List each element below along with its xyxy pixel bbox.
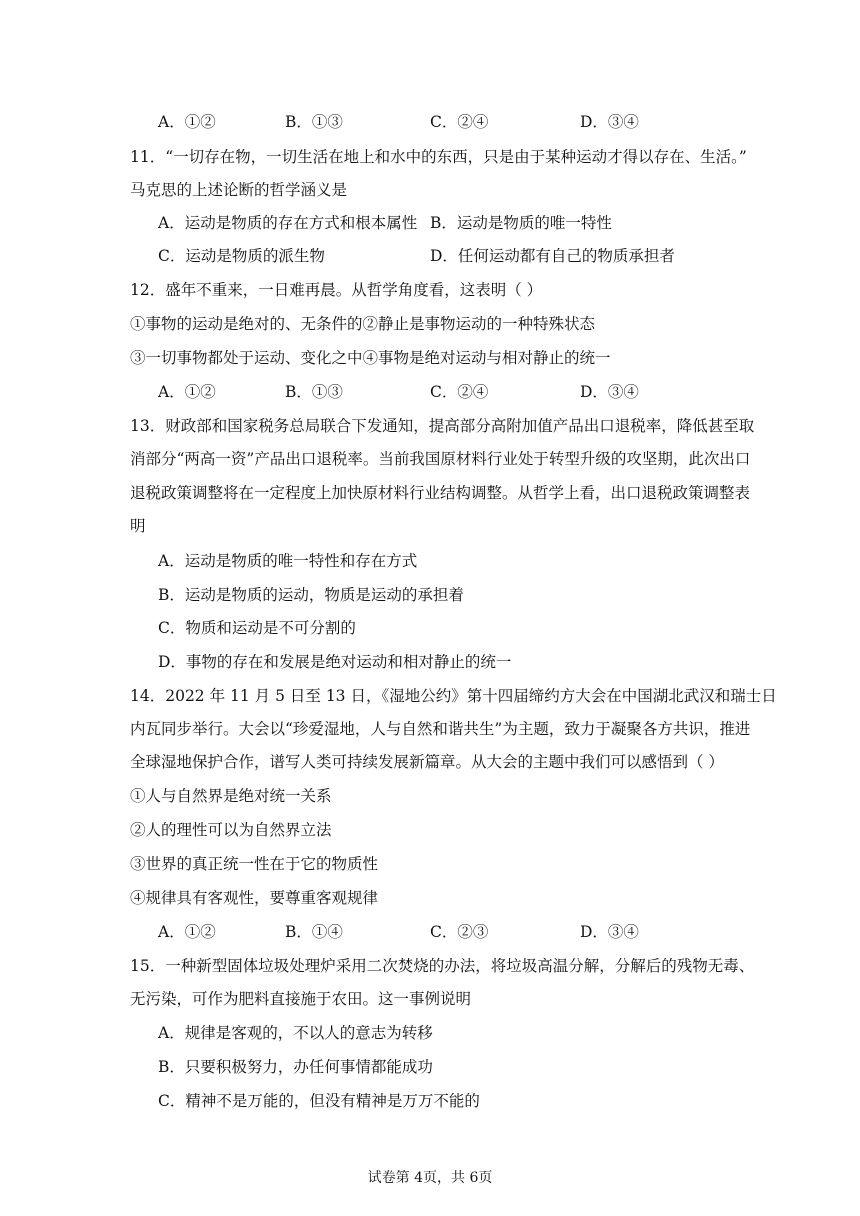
- page-footer: 试卷第 4页，共 6页: [367, 1170, 493, 1186]
- q14-choice-1: ①人与自然界是绝对统一关系: [130, 787, 332, 805]
- q10-option-a: A．①②: [158, 113, 216, 131]
- q14-choice-4: ④规律具有客观性，要尊重客观规律: [130, 889, 379, 907]
- q15-option-b: B．只要积极努力，办任何事情都能成功: [158, 1058, 433, 1076]
- q12-stem-line-2: ①事物的运动是绝对的、无条件的②静止是事物运动的一种特殊状态: [130, 315, 596, 333]
- q13-option-c: C．物质和运动是不可分割的: [158, 619, 356, 637]
- q12-option-c: C．②④: [430, 383, 489, 401]
- q15-stem-line-2: 无污染，可作为肥料直接施于农田。这一事例说明: [130, 990, 472, 1008]
- q12-option-b: B．①③: [285, 383, 343, 401]
- q11-option-d: D．任何运动都有自己的物质承担者: [430, 247, 675, 265]
- q10-option-d: D．③④: [580, 113, 639, 131]
- q12-option-a: A．①②: [158, 383, 216, 401]
- q13-option-b: B．运动是物质的运动，物质是运动的承担着: [158, 586, 464, 604]
- q11-option-b: B．运动是物质的唯一特性: [430, 214, 612, 232]
- q13-option-a: A．运动是物质的唯一特性和存在方式: [158, 552, 418, 570]
- q15-option-c: C．精神不是万能的，但没有精神是万万不能的: [158, 1092, 480, 1110]
- q14-stem-line-2: 内瓦同步举行。大会以“珍爱湿地，人与自然和谐共生”为主题，致力于凝聚各方共识，推进: [130, 720, 751, 738]
- q14-stem-line-1: 14．2022 年 11 月 5 日至 13 日，《湿地公约》第十四届缔约方大会在中国湖北武汉和瑞士日: [130, 687, 777, 705]
- q10-option-c: C．②④: [430, 113, 489, 131]
- q14-stem-line-3: 全球湿地保护合作，谱写人类可持续发展新篇章。从大会的主题中我们可以感悟到（ ）: [130, 753, 724, 771]
- q11-stem-line-1: 11．“一切存在物，一切生活在地上和水中的东西，只是由于某种运动才得以存在、生活。”: [130, 148, 747, 166]
- q13-stem-line-4: 明: [130, 517, 146, 535]
- q12-option-d: D．③④: [580, 383, 639, 401]
- q14-option-b: B．①④: [285, 923, 343, 941]
- q11-stem-line-2: 马克思的上述论断的哲学涵义是: [130, 181, 348, 199]
- q14-option-d: D．③④: [580, 923, 639, 941]
- q11-options-row-2: [158, 246, 718, 266]
- q15-stem-line-1: 15．一种新型固体垃圾处理炉采用二次焚烧的办法，将垃圾高温分解，分解后的残物无毒、: [130, 957, 755, 975]
- q15-option-a: A．规律是客观的，不以人的意志为转移: [158, 1024, 433, 1042]
- q14-options: [158, 922, 718, 942]
- q13-option-d: D．事物的存在和发展是绝对运动和相对静止的统一: [158, 653, 512, 671]
- q12-options: [158, 382, 718, 402]
- q13-stem-line-3: 退税政策调整将在一定程度上加快原材料行业结构调整。从哲学上看，出口退税政策调整表: [130, 484, 751, 502]
- q10-options: [158, 112, 718, 132]
- q14-option-a: A．①②: [158, 923, 216, 941]
- q11-option-a: A．运动是物质的存在方式和根本属性: [158, 214, 418, 232]
- q11-option-c: C．运动是物质的派生物: [158, 247, 325, 265]
- q12-stem-line-3: ③一切事物都处于运动、变化之中④事物是绝对运动与相对静止的统一: [130, 349, 611, 367]
- q12-stem-line-1: 12．盛年不重来，一日难再晨。从哲学角度看，这表明（ ）: [130, 281, 543, 299]
- q14-option-c: C．②③: [430, 923, 489, 941]
- q14-choice-3: ③世界的真正统一性在于它的物质性: [130, 855, 379, 873]
- q13-stem-line-1: 13．财政部和国家税务总局联合下发通知，提高部分高附加值产品出口退税率，降低甚至取: [130, 417, 755, 435]
- q13-stem-line-2: 消部分“两高一资”产品出口退税率。当前我国原材料行业处于转型升级的攻坚期，此次出口: [130, 450, 751, 468]
- q11-options-row-1: [158, 213, 718, 233]
- q10-option-b: B．①③: [285, 113, 343, 131]
- q14-choice-2: ②人的理性可以为自然界立法: [130, 821, 332, 839]
